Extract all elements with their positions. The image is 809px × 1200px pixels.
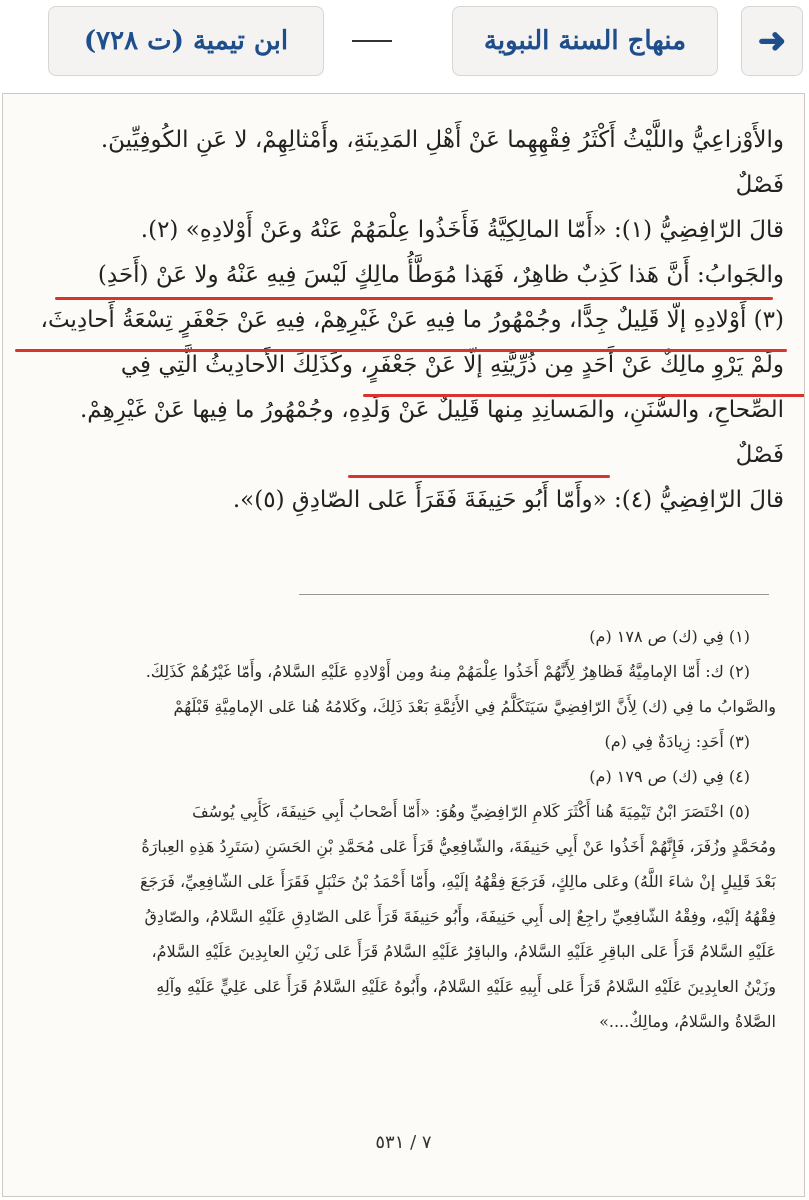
footnote: (٣) أَحَدِ: زِيادَةٌ فِي (م) (604, 732, 750, 751)
footnote-divider (299, 594, 769, 595)
author-button[interactable] (48, 6, 324, 76)
text-line: (٣) أَوْلادِهِ إلّا قَلِيلٌ جِدًّا، وجُمْهُورُ ما فِيهِ عَنْ غَيْرِهِمْ، فِيهِ عَنْ جَعْفَرٍ تِسْعَةُ أَحادِيثَ، (40, 307, 784, 333)
text-line: الصِّحاحِ، والسُّنَنِ، والمَسانِدِ مِنها قَلِيلٌ عَنْ وَلَدِهِ، وجُمْهُورُ ما فِيها عَنْ غَيْرِهِمْ. (79, 397, 784, 423)
book-page (2, 93, 805, 1197)
footnote: (١) فِي (ك) ص ١٧٨ (م) (589, 627, 750, 646)
footnote-continuation: ومُحَمَّدٍ وزُفَرَ، فَإِنَّهُمْ أَخَذُوا عَنْ أَبِي حَنِيفَةَ، والشّافِعِيُّ قَرَأَ عَلى مُحَمَّدِ بْنِ الحَسَنِ (سَتَرِدُ هَذِهِ العِبارَةُ (141, 837, 776, 856)
footnote-continuation: وزَيْنُ العابِدِينَ عَلَيْهِ السَّلامُ قَرَأَ عَلى أَبِيهِ عَلَيْهِ السَّلامُ، وأَبُوهُ عَلَيْهِ السَّلامُ قَرَأَ عَلى عَلِيٍّ عَلَيْهِ وآلِهِ (156, 977, 776, 996)
arrow-right-icon: ➜ (757, 21, 787, 61)
footnote-continuation: عَلَيْهِ السَّلامُ قَرَأَ عَلى الباقِرِ عَلَيْهِ السَّلامُ، والباقِرُ عَلَيْهِ السَّلامُ قَرَأَ عَلى زَيْنِ العابِدِينَ عَلَيْهِ السَّلامُ، (151, 942, 776, 961)
footnote: (٥) اخْتَصَرَ ابْنُ تَيْمِيَةَ هُنا أَكْثَرَ كَلامِ الرّافِضِيِّ وهُوَ: «أَمّا أَصْحابُ أَبِي حَنِيفَةَ، كَأَبِي يُوسُفَ (192, 802, 750, 821)
page-number: ٧ / ٥٣١ (375, 1132, 432, 1153)
text-line: قالَ الرّافِضِيُّ (١): «أَمّا المالِكِيَّةُ فَأَخَذُوا عِلْمَهُمْ عَنْهُ وعَنْ أَوْلادِهِ» (٢). (140, 217, 784, 243)
book-title: منهاج السنة النبوية (483, 26, 687, 56)
highlight-underline (348, 475, 610, 478)
section-heading: فَصْلٌ (735, 442, 784, 468)
footnote-continuation: بَعْدَ قَلِيلٍ إنْ شاءَ اللَّهُ) وعَلى مالِكٍ، فَرَجَعَ فِقْهُهُ إلَيْهِ، وأَمّا أَحْمَدُ بْنُ حَنْبَلٍ فَقَرَأَ عَلى الشّافِعِيِّ، فَرَجَعَ (139, 872, 776, 891)
footnote-continuation: الصَّلاةُ والسَّلامُ، ومالِكٌ....» (599, 1012, 776, 1031)
book-title-button[interactable] (452, 6, 718, 76)
highlight-underline (15, 349, 787, 352)
top-bar (0, 0, 809, 92)
footnote-continuation: فِقْهُهُ إلَيْهِ، وفِقْهُ الشّافِعِيِّ راجِعٌ إلى أَبِي حَنِيفَةَ، وأَبُو حَنِيفَةَ قَرَأَ عَلى الصّادِقِ عَلَيْهِ السَّلامُ، والصّادِقُ (144, 907, 776, 926)
footnote: (٤) فِي (ك) ص ١٧٩ (م) (589, 767, 750, 786)
highlight-underline (363, 394, 805, 397)
main-text (23, 118, 784, 523)
text-line: ولَمْ يَرْوِ مالِكٌ عَنْ أَحَدٍ مِن ذُرِّيَّتِهِ إلّا عَنْ جَعْفَرٍ، وكَذَلِكَ الأَحادِيثُ الَّتِي فِي (120, 352, 784, 378)
text-line: والأَوْزاعِيُّ واللَّيْثُ أَكْثَرُ فِقْهِهِما عَنْ أَهْلِ المَدِينَةِ، وأَمْثالِهِمْ، لا عَنِ الكُوفِيِّينَ. (100, 127, 784, 153)
footnote: (٢) ك: أَمّا الإمامِيَّةُ فَظاهِرٌ لِأَنَّهُمْ أَخَذُوا عِلْمَهُمْ مِنهُ ومِن أَوْلادِهِ عَلَيْهِ السَّلامُ، وأَمّا غَيْرُهُمْ كَذَلِكَ. (145, 662, 750, 681)
text-line: قالَ الرّافِضِيُّ (٤): «وأَمّا أَبُو حَنِيفَةَ فَقَرَأَ عَلى الصّادِقِ (٥)». (232, 487, 784, 513)
section-heading: فَصْلٌ (735, 172, 784, 198)
footnote-continuation: والصَّوابُ ما فِي (ك) لِأَنَّ الرّافِضِيَّ سَيَتَكَلَّمُ فِي الأَئِمَّةِ بَعْدَ ذَلِكَ، وكَلامُهُ هُنا عَلى الإمامِيَّةِ قَبْلَهُمْ (173, 697, 776, 716)
author-name: ابن تيمية (ت ٧٢٨) (83, 26, 289, 56)
footnotes (23, 619, 776, 1039)
highlight-underline (55, 297, 773, 300)
back-button[interactable] (741, 6, 803, 76)
text-line: والجَوابُ: أَنَّ هَذا كَذِبٌ ظاهِرٌ، فَهَذا مُوَطَّأُ مالِكٍ لَيْسَ فِيهِ عَنْهُ ولا عَنْ (أَحَدِ) (97, 262, 784, 288)
